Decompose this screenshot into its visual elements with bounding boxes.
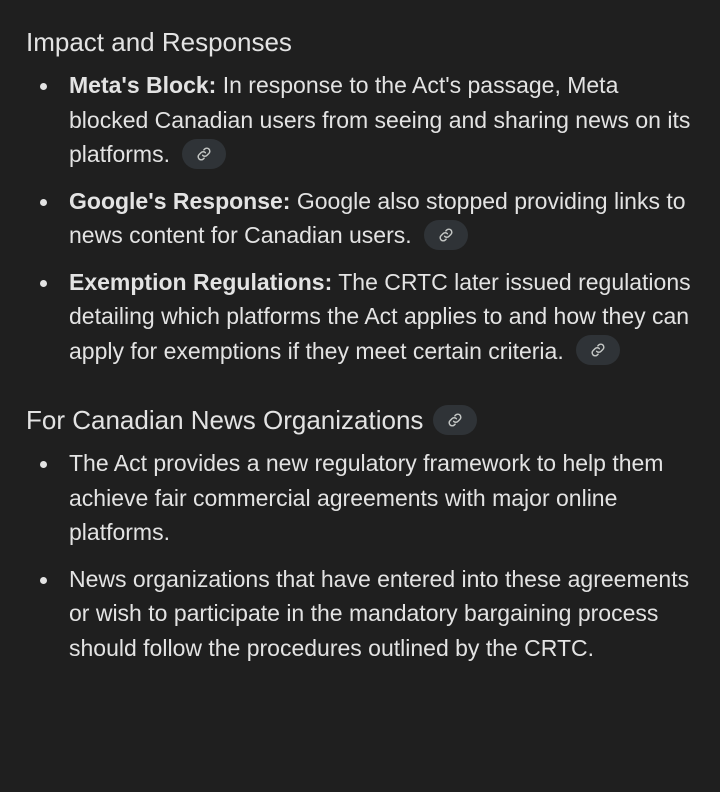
section-heading-text: Impact and Responses	[26, 27, 292, 57]
source-link-button[interactable]	[424, 220, 468, 250]
list-item	[26, 68, 700, 172]
section-heading-impact	[26, 24, 700, 60]
bullet-dot	[40, 577, 47, 584]
link-icon	[590, 342, 606, 358]
bullet-dot	[40, 83, 47, 90]
list-item-text: In response to the Act's passage, Meta blocked Canadian users from seeing and sharing news on its platforms.	[69, 72, 691, 167]
link-icon	[196, 146, 212, 162]
bullet-dot	[40, 461, 47, 468]
list-item	[26, 562, 700, 666]
list-item-text: The CRTC later issued regulations detailing which platforms the Act applies to and how they can apply for exemptions if they meet certain criteria.	[69, 268, 691, 364]
link-icon	[438, 227, 454, 243]
link-icon	[447, 412, 463, 428]
bullet-dot	[40, 280, 47, 287]
source-link-button[interactable]	[576, 335, 620, 365]
news-orgs-list	[26, 446, 700, 665]
list-item-label: Google's Response:	[69, 187, 291, 214]
list-item-label: Exemption Regulations:	[69, 268, 333, 295]
list-item	[26, 184, 700, 253]
section-heading-text: For Canadian News Organizations	[26, 405, 424, 435]
impact-list	[26, 68, 700, 368]
bullet-dot	[40, 199, 47, 206]
list-item-text: Google also stopped providing links to news content for Canadian users.	[69, 187, 686, 248]
list-item	[26, 446, 700, 550]
list-item	[26, 265, 700, 369]
section-heading-news-orgs	[26, 402, 700, 438]
list-item-label: Meta's Block:	[69, 72, 217, 98]
source-link-button[interactable]	[433, 405, 477, 435]
source-link-button[interactable]	[182, 139, 226, 169]
list-item-text: News organizations that have entered into these agreements or wish to participate in the mandatory bargaining process should follow the procedures outlined by the CRTC.	[69, 565, 690, 661]
list-item-text: The Act provides a new regulatory framework to help them achieve fair commercial agreements with major online platforms.	[69, 450, 664, 545]
